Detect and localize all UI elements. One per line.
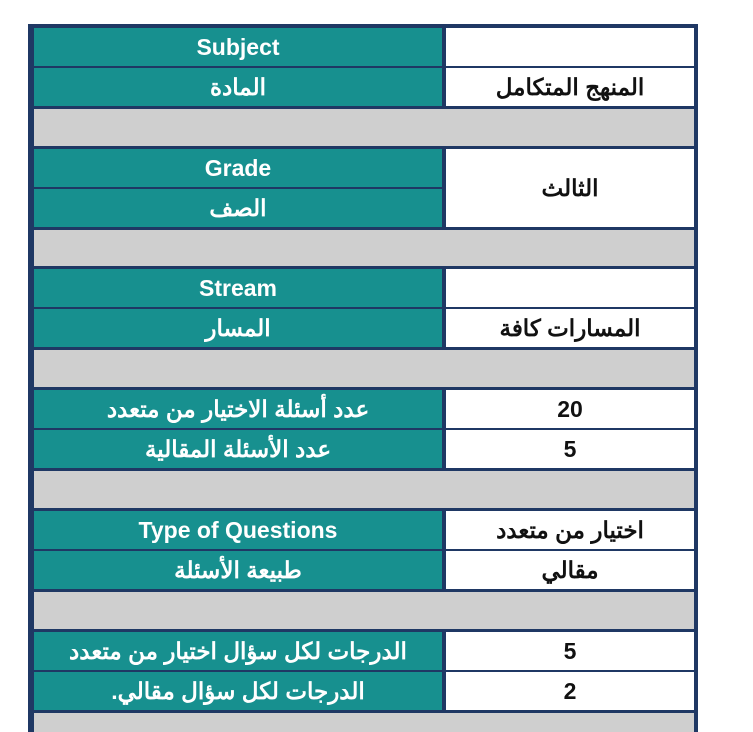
separator-row (34, 471, 694, 508)
subject-value-empty (446, 28, 694, 66)
stream-value: المسارات كافة (446, 309, 694, 347)
separator-row (34, 230, 694, 266)
essay-count-label: عدد الأسئلة المقالية (34, 430, 442, 468)
separator-row (34, 592, 694, 629)
mcq-count-label: عدد أسئلة الاختيار من متعدد (34, 390, 442, 428)
mcq-marks-label: الدرجات لكل سؤال اختيار من متعدد (34, 632, 442, 670)
mcq-marks-value: 5 (446, 632, 694, 670)
grade-label-ar: الصف (34, 189, 442, 227)
question-type-label-ar: طبيعة الأسئلة (34, 551, 442, 589)
stream-label-ar: المسار (34, 309, 442, 347)
question-type-label-en: Type of Questions (34, 511, 442, 549)
essay-count-value: 5 (446, 430, 694, 468)
stream-value-empty (446, 269, 694, 307)
question-type-2: مقالي (446, 551, 694, 589)
stream-label-en: Stream (34, 269, 442, 307)
subject-value: المنهج المتكامل (446, 68, 694, 106)
exam-spec-table (28, 24, 698, 732)
separator-row (34, 713, 694, 732)
essay-marks-value: 2 (446, 672, 694, 710)
grade-value: الثالث (446, 149, 694, 227)
separator-row (34, 350, 694, 387)
mcq-count-value: 20 (446, 390, 694, 428)
essay-marks-label: الدرجات لكل سؤال مقالي. (34, 672, 442, 710)
grade-label-en: Grade (34, 149, 442, 187)
subject-label-ar: المادة (34, 68, 442, 106)
question-type-1: اختيار من متعدد (446, 511, 694, 549)
separator-row (34, 109, 694, 146)
subject-label-en: Subject (34, 28, 442, 66)
